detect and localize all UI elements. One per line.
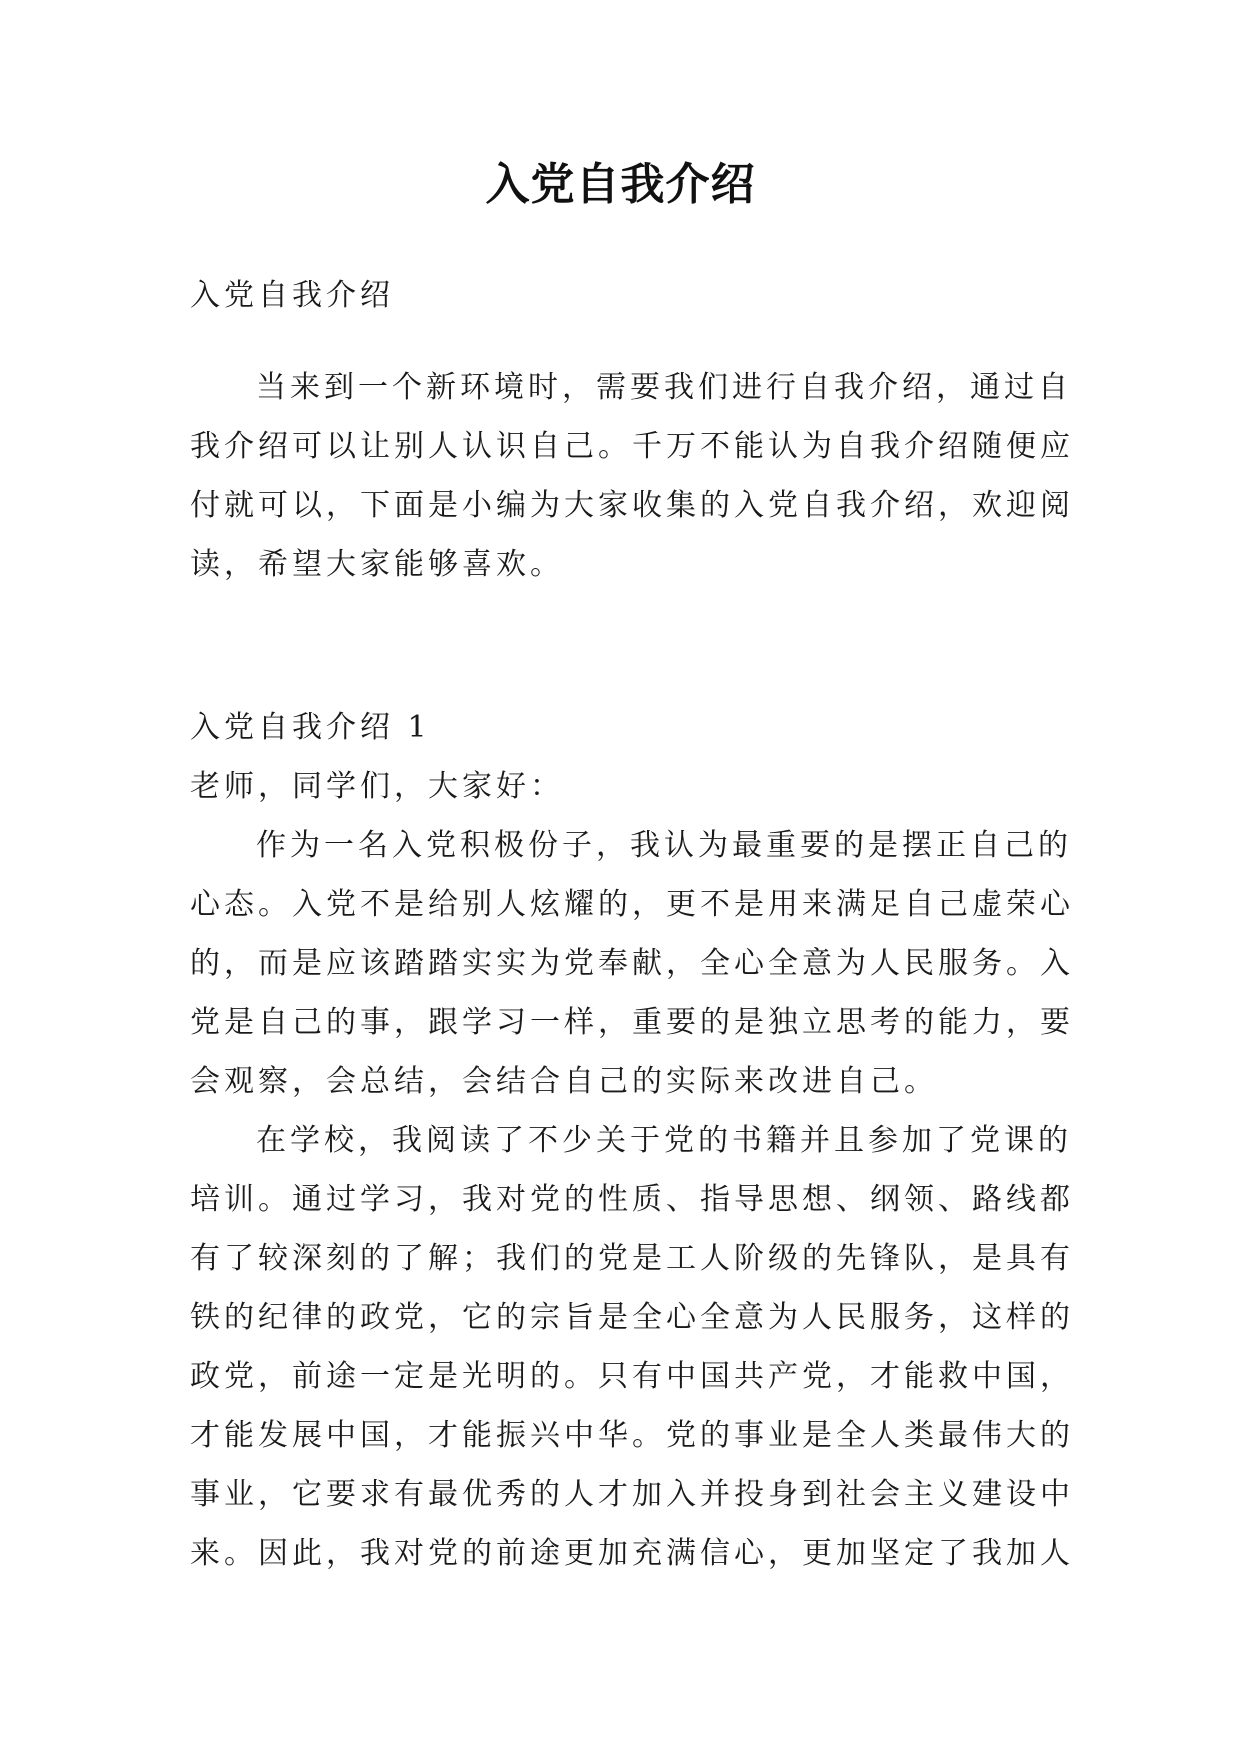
- paragraph-line: 心态。入党不是给别人炫耀的，更不是用来满足自己虚荣心: [190, 887, 1074, 922]
- document-title: 入党自我介绍: [485, 159, 756, 210]
- greeting-text: 老师，同学们，大家好：: [190, 769, 564, 804]
- paragraph-line: 才能发展中国，才能振兴中华。党的事业是全人类最伟大的: [190, 1418, 1074, 1453]
- paragraph-line: 铁的纪律的政党，它的宗旨是全心全意为人民服务，这样的: [190, 1300, 1074, 1335]
- subtitle-line: 入党自我介绍: [190, 278, 394, 313]
- paragraph-line: 有了较深刻的了解；我们的党是工人阶级的先锋队，是具有: [190, 1241, 1074, 1276]
- paragraph-line: 会观察，会总结，会结合自己的实际来改进自己。: [190, 1064, 938, 1099]
- paragraph-line: 政党，前途一定是光明的。只有中国共产党，才能救中国，: [190, 1359, 1074, 1394]
- greeting: [190, 757, 1060, 816]
- paragraph-2: [190, 1111, 1074, 1583]
- paragraph-line: 在学校，我阅读了不少关于党的书籍并且参加了党课的: [256, 1123, 1072, 1158]
- intro-line: 付就可以，下面是小编为大家收集的入党自我介绍，欢迎阅: [190, 488, 1074, 523]
- paragraph-line: 的，而是应该踏踏实实为党奉献，全心全意为人民服务。入: [190, 946, 1074, 981]
- paragraph-1: [190, 816, 1074, 1111]
- paragraph-line: 党是自己的事，跟学习一样，重要的是独立思考的能力，要: [190, 1005, 1074, 1040]
- paragraph-line: 培训。通过学习，我对党的性质、指导思想、纲领、路线都: [190, 1182, 1074, 1217]
- paragraph-line: 事业，它要求有最优秀的人才加入并投身到社会主义建设中: [190, 1477, 1074, 1512]
- paragraph-line: 作为一名入党积极份子，我认为最重要的是摆正自己的: [256, 828, 1072, 863]
- document-subtitle: [190, 266, 1060, 325]
- intro-line: 读，希望大家能够喜欢。: [190, 547, 564, 582]
- intro-line: 当来到一个新环境时，需要我们进行自我介绍，通过自: [256, 370, 1072, 405]
- section-heading: [190, 698, 1060, 757]
- section-heading-text: 入党自我介绍 1: [190, 710, 431, 745]
- paragraph-line: 来。因此，我对党的前途更加充满信心，更加坚定了我加人: [190, 1536, 1074, 1571]
- intro-paragraph: [190, 358, 1074, 594]
- intro-line: 我介绍可以让别人认识自己。千万不能认为自我介绍随便应: [190, 429, 1074, 464]
